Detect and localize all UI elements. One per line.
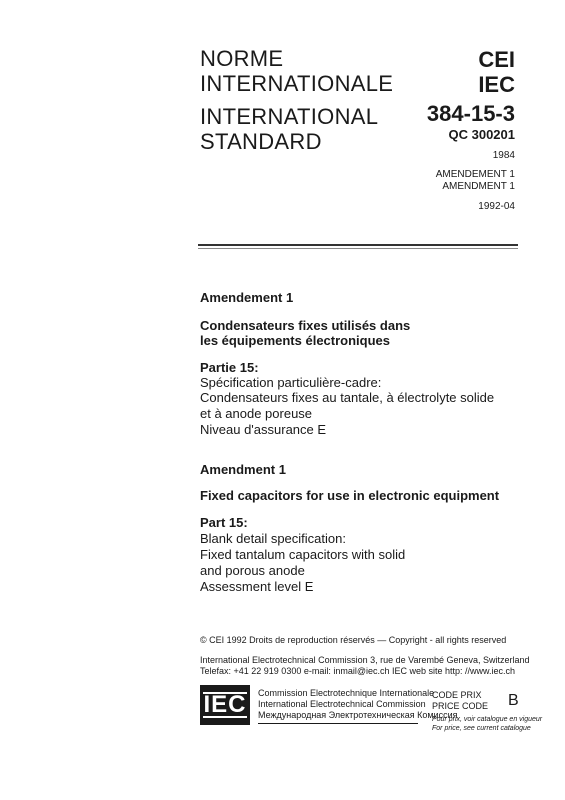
french-line-4: Niveau d'assurance E [200, 422, 327, 437]
amendment-date: 1992-04 [478, 201, 515, 212]
french-line-3: et à anode poreuse [200, 406, 313, 421]
amendment-en: AMENDMENT 1 [442, 181, 515, 192]
english-line-2: Fixed tantalum capacitors with solid [200, 547, 406, 562]
copyright-line: © CEI 1992 Droits de reproduction réservés — Copyright - all rights reserved [200, 635, 507, 645]
english-part: Part 15: [200, 515, 248, 530]
french-title-1: Condensateurs fixes utilisés dans [200, 318, 411, 333]
code-prix-label: CODE PRIX [432, 690, 482, 700]
commission-rule [258, 723, 418, 724]
edition-year: 1984 [492, 150, 515, 161]
commission-ru: Международная Электротехническая Комиссия [258, 710, 458, 720]
standard-number: 384-15-3 [426, 101, 515, 126]
price-note-fr: Pour prix, voir catalogue en vigueur [432, 716, 543, 723]
address-line-2: Telefax: +41 22 919 0300 e-mail: inmail@iec.ch IEC web site http: //www.iec.ch [200, 666, 516, 676]
price-code-letter: B [508, 692, 519, 709]
english-line-4: Assessment level E [200, 579, 314, 594]
qc-number: QC 300201 [448, 127, 515, 142]
french-part: Partie 15: [200, 360, 259, 375]
price-code-label: PRICE CODE [432, 701, 489, 711]
commission-en: International Electrotechnical Commission [258, 699, 426, 709]
price-note-en: For price, see current catalogue [432, 725, 531, 732]
french-heading: Amendement 1 [200, 290, 294, 305]
french-title-2: les équipements électroniques [200, 333, 391, 348]
commission-fr: Commission Electrotechnique Internationale [258, 688, 435, 698]
english-heading: Amendment 1 [200, 462, 286, 477]
english-line-3: and porous anode [200, 563, 305, 578]
title-international: INTERNATIONAL [200, 104, 379, 129]
english-title: Fixed capacitors for use in electronic equipment [200, 488, 500, 503]
rule-top [198, 244, 518, 246]
title-internationale: INTERNATIONALE [200, 71, 394, 96]
french-line-2: Condensateurs fixes au tantale, à électrolyte solide [200, 390, 495, 405]
title-standard: STANDARD [200, 129, 322, 154]
rule-bottom [198, 248, 518, 249]
french-line-1: Spécification particulière-cadre: [200, 375, 382, 390]
org-cei: CEI [478, 47, 515, 72]
address-line-1: International Electrotechnical Commission 3, rue de Varembé Geneva, Switzerland [200, 655, 530, 665]
org-iec: IEC [478, 72, 515, 97]
english-line-1: Blank detail specification: [200, 531, 346, 546]
amendment-fr: AMENDEMENT 1 [435, 169, 515, 180]
title-norme: NORME [200, 46, 284, 71]
iec-logo: IEC [200, 685, 250, 725]
